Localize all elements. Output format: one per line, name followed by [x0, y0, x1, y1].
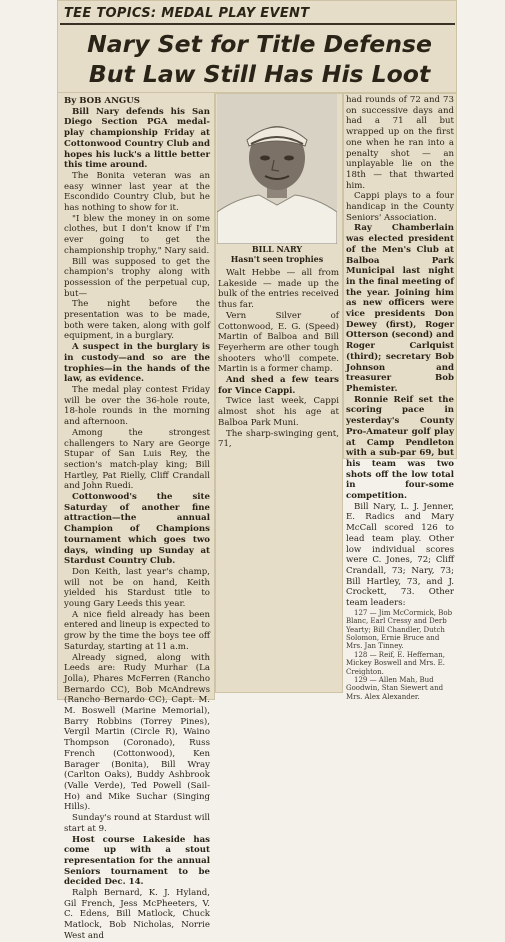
paragraph: Twice last week, Cappi almost shot his age at Balboa Park Muni.: [218, 396, 339, 428]
headline-line-1: Nary Set for Title Defense: [87, 30, 432, 58]
paragraph: The night before the presentation was to be made, both were taken, along with golf equipment, in a burglary.: [64, 299, 210, 342]
paragraph: Host course Lakeside has come up with a stout representation for the annual Seniors tournament to be decided Dec. 14.: [64, 834, 210, 888]
paragraph: The sharp-swinging gent, 71,: [218, 428, 339, 450]
paragraph: Cappi plays to a four handicap in the County Seniors' Association.: [346, 191, 454, 223]
byline: By BOB ANGUS: [64, 96, 140, 106]
paragraph: Bill Nary defends his San Diego Section PGA medal-play championship Friday at Cottonwood Country Club and hopes his luck's a little better this time around.: [64, 106, 210, 171]
paragraph: Vern Silver of Cottonwood, E. G. (Speed) Martin of Balboa and Bill Feyerherm are other tough shooters who'll compete. Martin is a former champ.: [218, 310, 339, 375]
kicker-rule: [60, 23, 455, 25]
column-3: [346, 95, 454, 701]
headline-line-2: But Law Still Has His Loot: [88, 60, 431, 88]
paragraph: Walt Hebbe — all from Lakeside — made up the bulk of the entries received thus far.: [218, 268, 339, 311]
results-line: 128 — Reif, E. Heffernan, Mickey Boswell and Mrs. E. Creighton.: [346, 650, 445, 676]
paragraph: Already signed, along with Leeds are: Rudy Murhar (La Jolla), Phares McFerren (Rancho Bernardo CC), Bob McAndrews (Rancho Bernardo CC), Capt. M. M. Boswell (Marine Memorial), Barry Robbins (Torrey Pines), Vergil Martin (Circle R), Waino Thompson (Coronado), Russ French (Cottonwood), Ken Barager (Bonita), Bill Wray (Carlton Oaks), Buddy Ashbrook (Valle Verde), Ted Powell (Sail-Ho) and Mike Suchar (Singing Hills).: [64, 652, 210, 813]
paragraph: Ronnie Reif set the scoring pace in yesterday's County Pro-Amateur golf play at Camp Pendleton with a sub-par 69, but his team was two shots off the low total in four-some competition.: [346, 394, 454, 502]
paragraph: "I blew the money in on some clothes, but I don't know if I'm ever going to get the championship trophy," Nary said.: [64, 213, 210, 256]
kicker: TEE TOPICS: MEDAL PLAY EVENT: [64, 6, 310, 21]
paragraph: had rounds of 72 and 73 on successive days and had a 71 all but wrapped up on the first one when he ran into a penalty shot — an unplayable lie on the 18th — that thwarted him.: [346, 95, 454, 191]
results-line: 127 — Jim McCormick, Bob Blanc, Earl Cressy and Derb Yearty; Bill Chandler, Dutch Solomon, Ernie Bruce and Mrs. Jan Tinney.: [346, 608, 453, 651]
photo-bill-nary: [217, 94, 337, 244]
column-2: [218, 268, 339, 450]
column-1: [64, 96, 210, 942]
paragraph: And shed a few tears for Vince Cappi.: [218, 375, 339, 396]
paragraph: Ralph Bernard, K. J. Hyland, Gil French, Jess McPheeters, V. C. Edens, Bill Matlock, Chuck Matlock, Bob Nicholas, Norrie West and: [64, 888, 210, 941]
paragraph: Ray Chamberlain was elected president of the Men's Club at Balboa Park Municipal last night in the final meeting of the year. Joining him as new officers were vice presidents Don Dewey (first), Roger Otterson (second) and Roger Carlquist (third); secretary Bob Johnson and treasurer Bob Phemister.: [346, 223, 454, 394]
paragraph: Don Keith, last year's champ, will not be on hand, Keith yielded his Stardust title to young Gary Leeds this year.: [64, 566, 210, 610]
paragraph: A suspect in the burglary is in custody—and so are the trophies—in the hands of the law, as evidence.: [64, 342, 210, 385]
paragraph: Bill was supposed to get the champion's trophy along with possession of the perpetual cup, but—: [64, 256, 210, 299]
results-line: 129 — Allen Mah, Bud Goodwin, Stan Siewert and Mrs. Alex Alexander.: [346, 676, 444, 701]
paragraph: Bill Nary, L. J. Jenner, E. Radics and Mary McCall scored 126 to lead team play. Other low individual scores were C. Jones, 72; Cliff Crandall, 73; Nary, 73; Bill Hartley, 73, and J. Crockett, 73. Other team leaders:: [346, 501, 454, 609]
paragraph: Cottonwood's the site Saturday of another fine attraction—the annual Champion of Champions tournament which goes two days, winding up Sunday at Stardust Country Club.: [64, 492, 210, 567]
paragraph: A nice field already has been entered and lineup is expected to grow by the time the boys tee off Saturday, starting at 11 a.m.: [64, 609, 210, 652]
paragraph: Sunday's round at Stardust will start at 9.: [64, 813, 210, 834]
paragraph: Among the strongest challengers to Nary are George Stupar of San Luis Rey, the section's match-play king; Bill Hartley, Pat Rielly, Cliff Crandall and John Ruedi.: [64, 427, 210, 492]
paragraph: The medal play contest Friday will be over the 36-hole route, 18-hole rounds in the morning and afternoon.: [64, 384, 210, 428]
photo-caption-name: BILL NARY: [251, 244, 303, 254]
photo-caption: [217, 245, 337, 264]
photo-caption-sub: Hasn't seen trophies: [230, 253, 324, 264]
portrait-image: [217, 94, 337, 244]
paragraph: The Bonita veteran was an easy winner last year at the Escondido Country Club, but he has nothing to show for it.: [64, 170, 210, 214]
